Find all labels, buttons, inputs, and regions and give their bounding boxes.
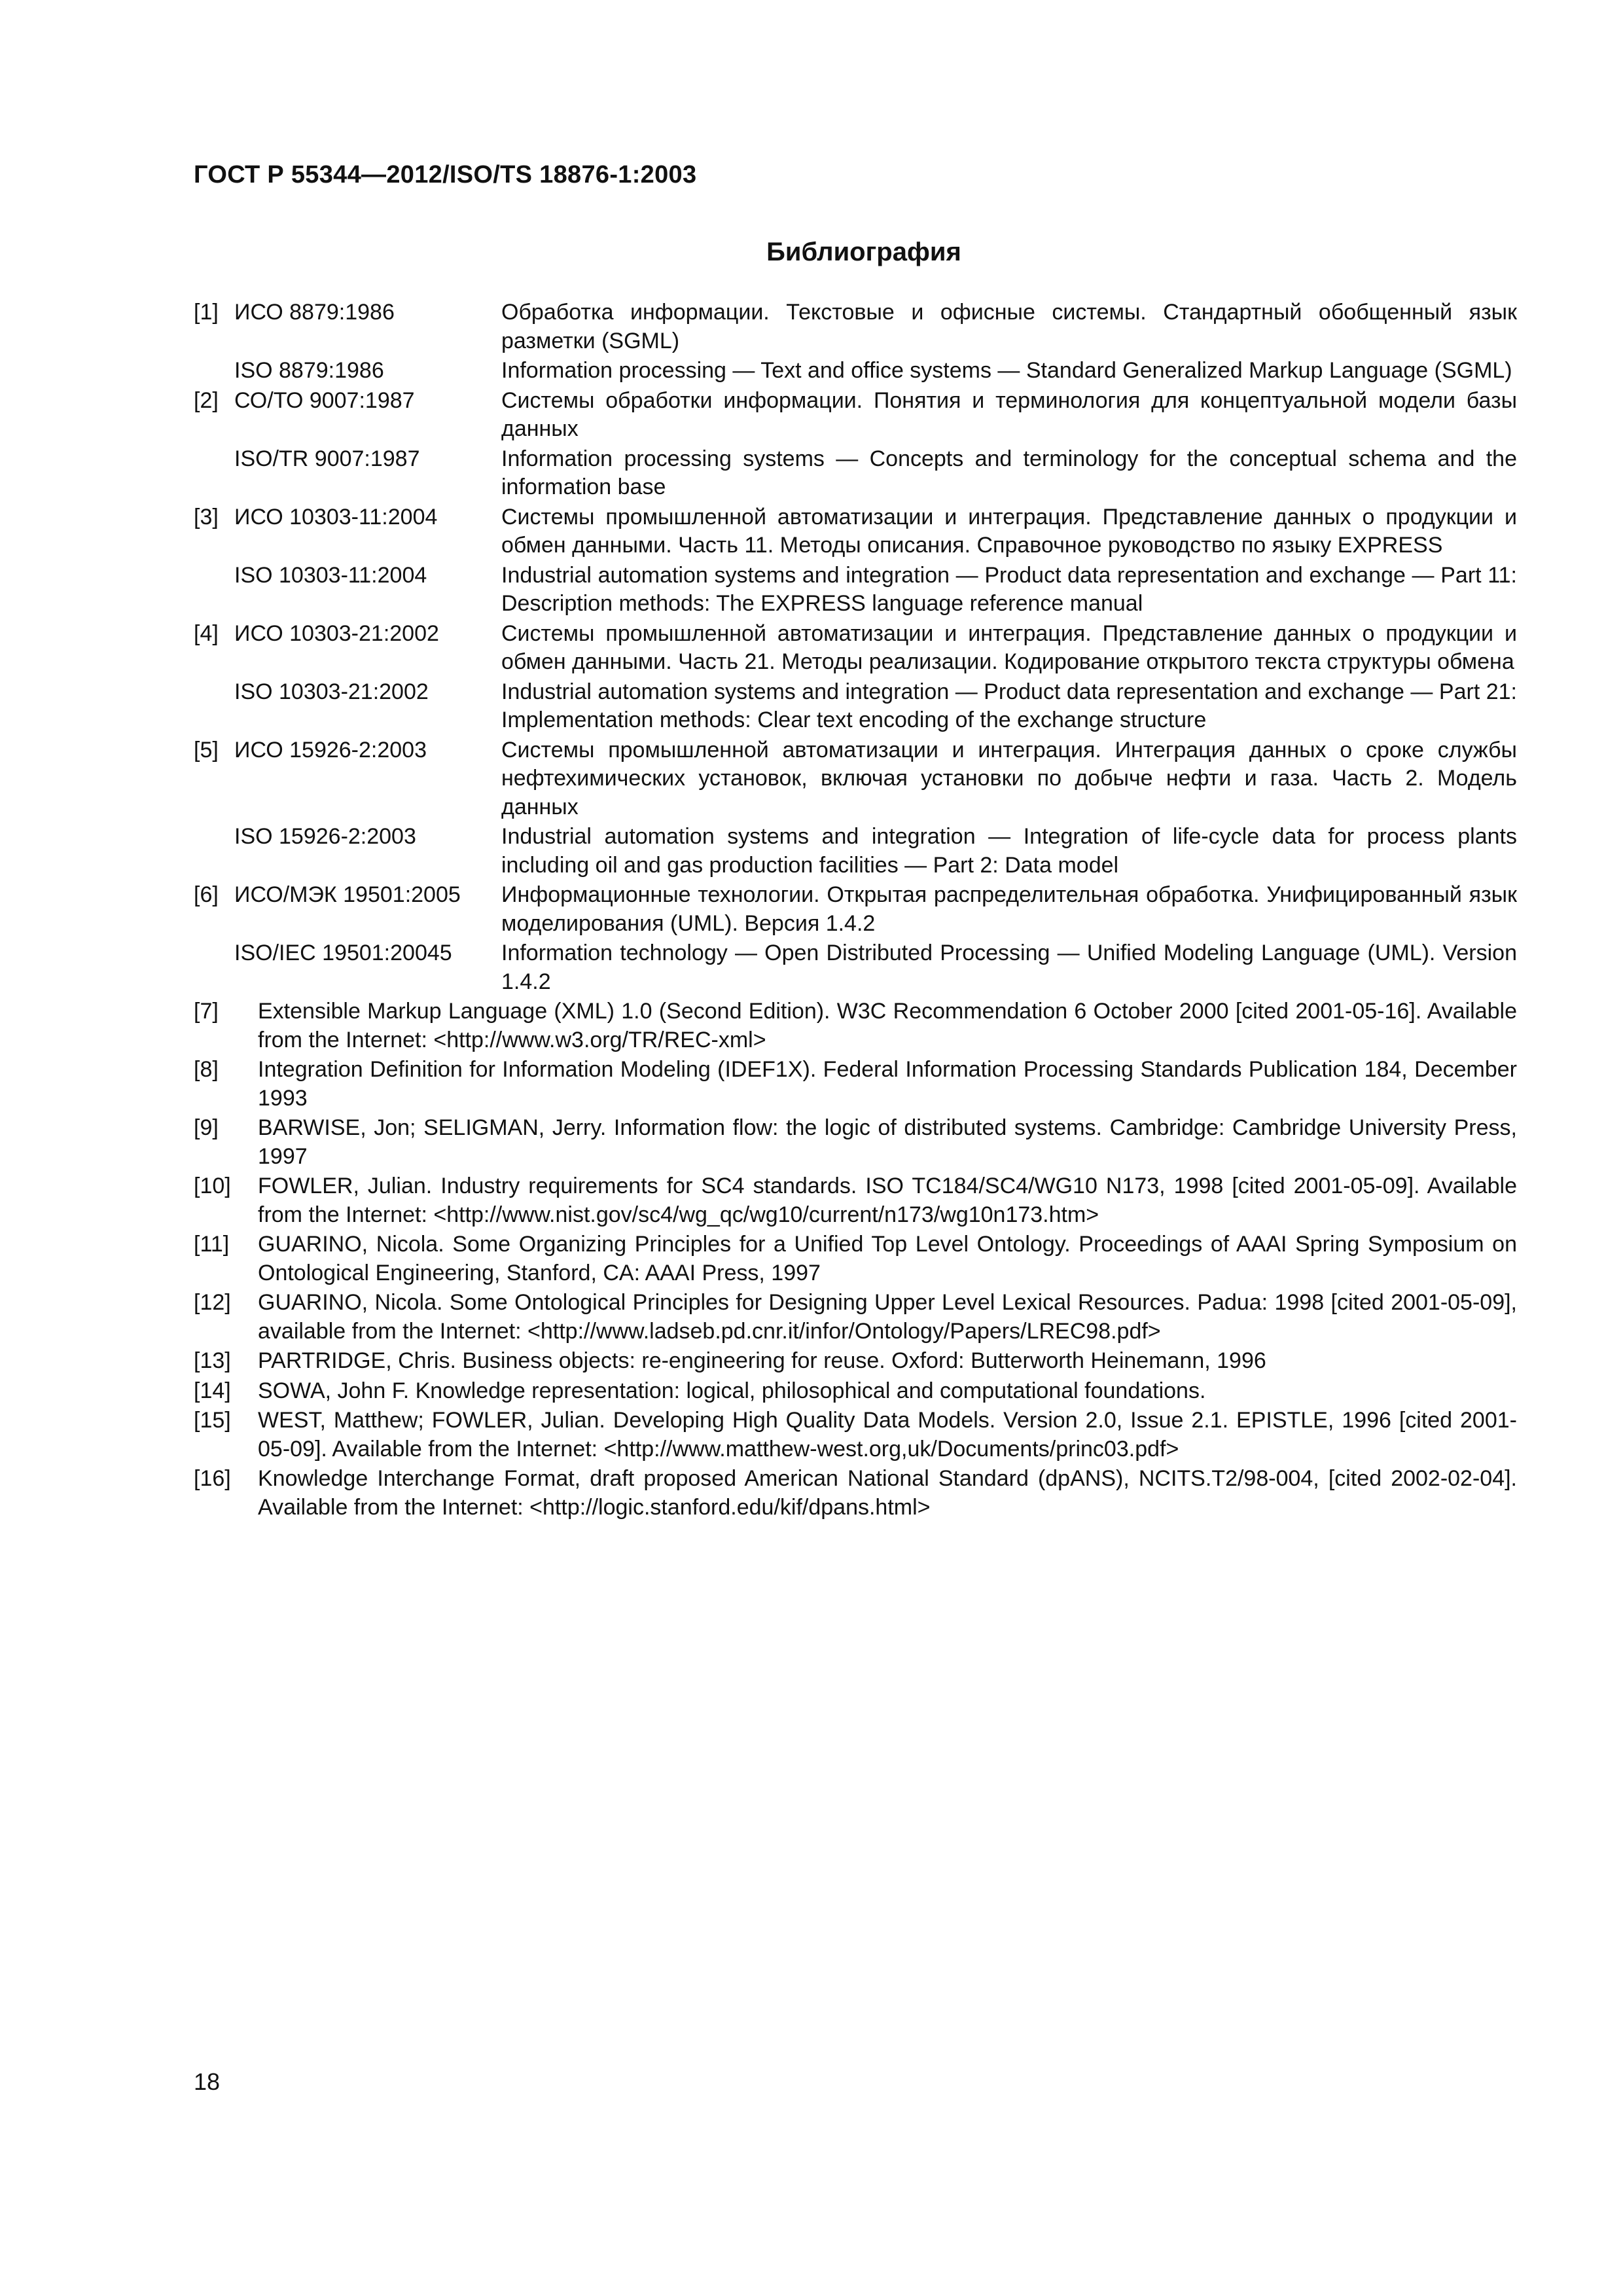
bibliography-entry [194, 562, 1517, 619]
entry-title: Industrial automation systems and integration — Product data representation and exchange — Part 21: Implementation methods: Clear text encoding of the exchange structure [501, 679, 1517, 732]
entry-number: [6] [194, 882, 219, 907]
entry-standard-code: ISO/TR 9007:1987 [234, 446, 420, 471]
entry-standard-code: ИСО/МЭК 19501:2005 [234, 882, 461, 907]
reference-number: [16] [194, 1466, 231, 1491]
bibliography-entry [194, 678, 1517, 735]
entry-title: Industrial automation systems and integration — Integration of life-cycle data for process plants including oil and gas production facilities — Part 2: Data model [501, 824, 1517, 878]
entry-standard-code: ISO 8879:1986 [234, 358, 384, 383]
entry-title: Information technology — Open Distributed Processing — Unified Modeling Language (UML). Version 1.4.2 [501, 941, 1517, 994]
entry-title: Industrial automation systems and integration — Product data representation and exchange — Part 11: Description methods: The EXPRESS language reference manual [501, 562, 1517, 616]
entry-title: Системы промышленной автоматизации и интеграция. Представление данных о продукции и обмен данными. Часть 11. Методы описания. Справочное руководство по языку EXPRESS [501, 504, 1517, 558]
entry-standard-code: ISO/IEC 19501:20045 [234, 941, 452, 965]
reference-number: [14] [194, 1378, 231, 1403]
entry-standard-code: ISO 10303-21:2002 [234, 679, 429, 704]
reference-number: [12] [194, 1290, 231, 1315]
entry-number [194, 823, 234, 880]
entry-standard-code: ИСО 15926-2:2003 [234, 737, 427, 762]
bibliography-entry [194, 387, 1517, 444]
reference-text: Extensible Markup Language (XML) 1.0 (Second Edition). W3C Recommendation 6 October 2000 [cited 2001-05-16]. Available from the Internet: <http://www.w3.org/TR/REC-xml> [258, 999, 1517, 1052]
reference-number: [8] [194, 1057, 219, 1082]
entry-standard-code: ИСО 10303-21:2002 [234, 620, 439, 646]
reference-text: GUARINO, Nicola. Some Ontological Principles for Designing Upper Level Lexical Resources. Padua: 1998 [cited 2001-05-09], available from the Internet: <http://www.ladseb.pd.cnr.it/infor/Ontology/Papers/LREC98.pdf> [258, 1290, 1517, 1344]
entry-number [194, 562, 234, 619]
reference-text: PARTRIDGE, Chris. Business objects: re-engineering for reuse. Oxford: Butterworth Heinemann, 1996 [258, 1348, 1266, 1373]
reference-text: GUARINO, Nicola. Some Organizing Principles for a Unified Top Level Ontology. Proceedings of AAAI Spring Symposium on Ontological Engineering, Stanford, CA: AAAI Press, 1997 [258, 1232, 1517, 1285]
reference-number: [10] [194, 1174, 231, 1198]
page-number: 18 [194, 2068, 221, 2095]
reference-text: BARWISE, Jon; SELIGMAN, Jerry. Information flow: the logic of distributed systems. Cambridge: Cambridge University Press, 1997 [258, 1115, 1517, 1169]
entry-title: Information processing systems — Concepts and terminology for the conceptual schema and the information base [501, 446, 1517, 499]
reference-number: [7] [194, 999, 219, 1024]
bibliography-reference [194, 1407, 1517, 1463]
entry-number [194, 445, 234, 502]
bibliography-reference [194, 1347, 1517, 1376]
bibliography-entry [194, 620, 1517, 677]
bibliography-list [194, 298, 1517, 1523]
bibliography-entry [194, 357, 1517, 386]
entry-standard-code: ИСО 10303-11:2004 [234, 504, 438, 529]
reference-number: [15] [194, 1408, 231, 1433]
reference-text: Knowledge Interchange Format, draft proposed American National Standard (dpANS), NCITS.T2/98-004, [cited 2002-02-04]. Available from the Internet: <http://logic.stanford.edu/kif/dpans.html> [258, 1466, 1517, 1520]
bibliography-reference [194, 997, 1517, 1054]
entry-number [194, 678, 234, 735]
entry-number: [3] [194, 504, 219, 529]
reference-text: WEST, Matthew; FOWLER, Julian. Developing High Quality Data Models. Version 2.0, Issue 2.1. EPISTLE, 1996 [cited 2001-05-09]. Available from the Internet: <http://www.matthew-west.org,uk/Documents/princ03.pdf> [258, 1408, 1517, 1462]
entry-standard-code: СО/ТО 9007:1987 [234, 387, 415, 413]
bibliography-entry [194, 445, 1517, 502]
bibliography-reference [194, 1056, 1517, 1113]
bibliography-entry [194, 736, 1517, 822]
entry-standard-code: ИСО 8879:1986 [234, 300, 395, 325]
bibliography-entry [194, 298, 1517, 355]
reference-text: SOWA, John F. Knowledge representation: logical, philosophical and computational foundations. [258, 1378, 1206, 1403]
entry-title: Информационные технологии. Открытая распределительная обработка. Унифицированный язык моделирования (UML). Версия 1.4.2 [501, 882, 1517, 936]
bibliography-entry [194, 881, 1517, 938]
bibliography-entry [194, 503, 1517, 560]
bibliography-reference [194, 1114, 1517, 1171]
reference-text: FOWLER, Julian. Industry requirements for SC4 standards. ISO TC184/SC4/WG10 N173, 1998 [cited 2001-05-09]. Available from the Internet: <http://www.nist.gov/sc4/wg_qc/wg10/current/n173/wg10n173.htm> [258, 1174, 1517, 1227]
entry-standard-code: ISO 15926-2:2003 [234, 824, 416, 849]
entry-standard-code: ISO 10303-11:2004 [234, 562, 427, 588]
entry-number: [4] [194, 620, 219, 646]
entry-number: [2] [194, 387, 219, 413]
reference-text: Integration Definition for Information Modeling (IDEF1X). Federal Information Processing Standards Publication 184, December 1993 [258, 1057, 1517, 1111]
bibliography-reference [194, 1289, 1517, 1346]
reference-number: [11] [194, 1232, 230, 1257]
bibliography-entry [194, 823, 1517, 880]
document-header: ГОСТ Р 55344—2012/ISO/TS 18876-1:2003 [194, 161, 697, 188]
bibliography-entry [194, 939, 1517, 996]
entry-title: Обработка информации. Текстовые и офисные системы. Стандартный обобщенный язык разметки (SGML) [501, 300, 1517, 353]
entry-title: Системы обработки информации. Понятия и терминология для концептуальной модели базы данных [501, 387, 1517, 441]
entry-number [194, 939, 234, 996]
entry-number: [5] [194, 737, 219, 762]
bibliography-reference [194, 1172, 1517, 1229]
entry-title: Системы промышленной автоматизации и интеграция. Представление данных о продукции и обмен данными. Часть 21. Методы реализации. Кодирование открытого текста структуры обмена [501, 620, 1517, 674]
entry-title: Системы промышленной автоматизации и интеграция. Интеграция данных о сроке службы нефтехимических установок, включая установки по добыче нефти и газа. Часть 2. Модель данных [501, 737, 1517, 819]
bibliography-reference [194, 1465, 1517, 1522]
entry-number [194, 357, 234, 386]
reference-number: [9] [194, 1115, 219, 1140]
bibliography-reference [194, 1230, 1517, 1287]
bibliography-reference [194, 1377, 1517, 1406]
entry-number: [1] [194, 300, 219, 325]
entry-title: Information processing — Text and office systems — Standard Generalized Markup Language (SGML) [501, 358, 1512, 383]
section-title: Библиография [766, 238, 961, 266]
reference-number: [13] [194, 1348, 231, 1373]
